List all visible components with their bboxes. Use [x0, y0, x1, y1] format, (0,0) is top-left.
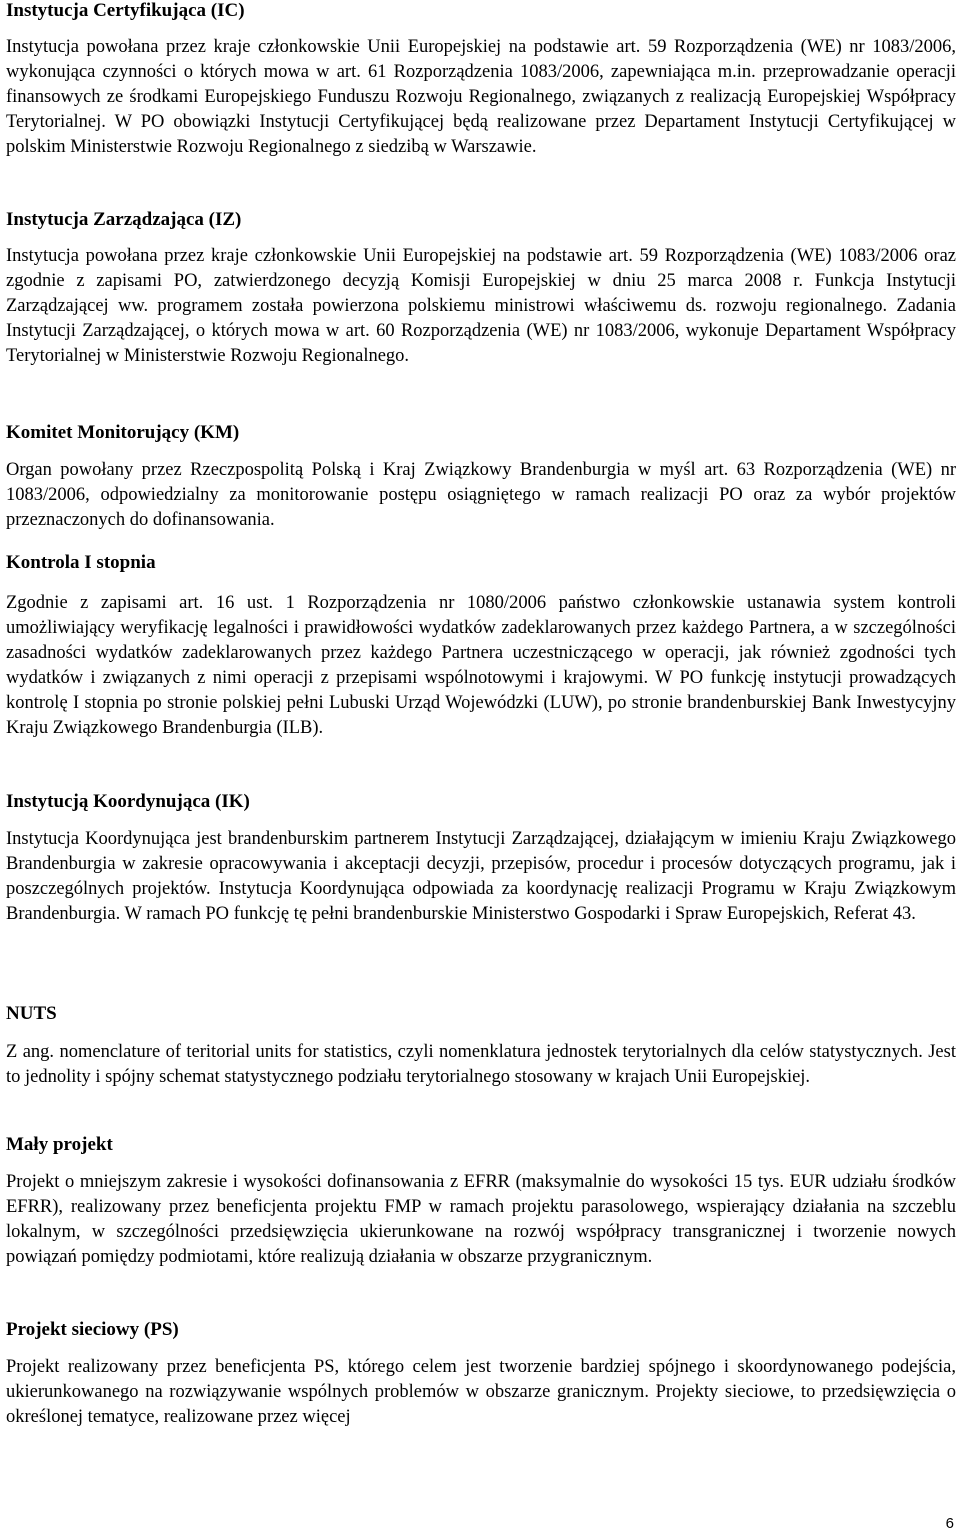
section-heading-nuts: NUTS [6, 1003, 57, 1024]
section-heading-iz: Instytucja Zarządzająca (IZ) [6, 209, 242, 230]
section-text-projekt-sieciowy: Projekt realizowany przez beneficjenta PS, którego celem jest tworzenie bardziej spójnego i skoordynowanego podejścia, ukierunkowanego na rozwiązywanie wspólnych problemów w obszarze granicznym. Projekty sieciowe, to przedsięwzięcia o określonej tematyce, realizowane przez więcej [6, 1357, 956, 1427]
section-text-km: Organ powołany przez Rzeczpospolitą Polską i Kraj Związkowy Brandenburgia w myśl art. 63 Rozporządzenia (WE) nr 1083/2006, odpowiedzialny za monitorowanie postępu osiągniętego w ramach realizacji PO oraz za wybór projektów przeznaczonych do dofinansowania. [6, 460, 956, 530]
section-heading-projekt-sieciowy: Projekt sieciowy (PS) [6, 1319, 179, 1340]
section-text-iz: Instytucja powołana przez kraje członkowskie Unii Europejskiej na podstawie art. 59 Rozporządzenia (WE) 1083/2006 oraz zgodnie z zapisami PO, zatwierdzonego decyzją Komisji Europejskiej w dniu 25 marca 2008 r. Funkcja Instytucji Zarządzającej ww. programem została powierzona polskiemu ministrowi właściwemu ds. rozwoju regionalnego. Zadania Instytucji Zarządzającej, o których mowa w art. 60 Rozporządzenia (WE) nr 1083/2006, wykonuje Departament Współpracy Terytorialnej w Ministerstwie Rozwoju Regionalnego. [6, 246, 956, 366]
section-heading-ic: Instytucja Certyfikująca (IC) [6, 0, 245, 21]
section-heading-kontrola: Kontrola I stopnia [6, 552, 156, 573]
section-text-ic: Instytucja powołana przez kraje członkowskie Unii Europejskiej na podstawie art. 59 Rozporządzenia (WE) nr 1083/2006, wykonująca czynności o których mowa w art. 61 Rozporządzenia 1083/2006, zapewniająca m.in. przeprowadzanie operacji finansowych ze środkami Europejskiego Funduszu Rozwoju Regionalnego, związanych z realizacją Europejskiej Współpracy Terytorialnej. W PO obowiązki Instytucji Certyfikującej będą realizowane przez Departament Instytucji Certyfikującej w polskim Ministerstwie Rozwoju Regionalnego z siedzibą w Warszawie. [6, 37, 956, 157]
page-number: 6 [945, 1515, 954, 1532]
section-text-nuts: Z ang. nomenclature of teritorial units for statistics, czyli nomenklatura jednostek terytorialnych dla celów statystycznych. Jest to jednolity i spójny schemat statystycznego podziału terytorialnego stosowany w krajach Unii Europejskiej. [6, 1042, 956, 1087]
section-text-kontrola: Zgodnie z zapisami art. 16 ust. 1 Rozporządzenia nr 1080/2006 państwo członkowskie ustanawia system kontroli umożliwiający weryfikację legalności i prawidłowości wydatków zadeklarowanych przez każdego Partnera, a w szczególności zasadności wydatków zadeklarowanych przez każdego Partnera uczestniczącego w operacji, jak również zgodności tych wydatków i związanych z nimi operacji z przepisami wspólnotowymi i krajowymi. W PO funkcję instytucji prowadzących kontrolę I stopnia po stronie polskiej pełni Lubuski Urząd Wojewódzki (LUW), po stronie brandenburskiej Bank Inwestycyjny Kraju Związkowego Brandenburgia (ILB). [6, 593, 956, 738]
section-heading-maly-projekt: Mały projekt [6, 1134, 113, 1155]
section-text-maly-projekt: Projekt o mniejszym zakresie i wysokości dofinansowania z EFRR (maksymalnie do wysokości 15 tys. EUR udziału środków EFRR), realizowany przez beneficjenta projektu FMP w ramach projektu parasolowego, wspierający działania na szczeblu lokalnym, w szczególności przedsięwzięcia ukierunkowane na rozwój współpracy transgranicznej i tworzenie nowych powiązań pomiędzy podmiotami, które realizują działania w obszarze przygranicznym. [6, 1172, 956, 1267]
section-heading-km: Komitet Monitorujący (KM) [6, 422, 240, 443]
section-heading-ik: Instytucją Koordynująca (IK) [6, 791, 250, 812]
section-text-ik: Instytucja Koordynująca jest brandenburskim partnerem Instytucji Zarządzającej, działającym w imieniu Kraju Związkowego Brandenburgia w zakresie opracowywania i akceptacji decyzji, przepisów, procedur i procesów dotyczących programu, jak i poszczególnych projektów. Instytucja Koordynująca odpowiada za koordynację realizacji Programu w Kraju Związkowym Brandenburgia. W ramach PO funkcję tę pełni brandenburskie Ministerstwo Gospodarki i Spraw Europejskich, Referat 43. [6, 829, 956, 924]
